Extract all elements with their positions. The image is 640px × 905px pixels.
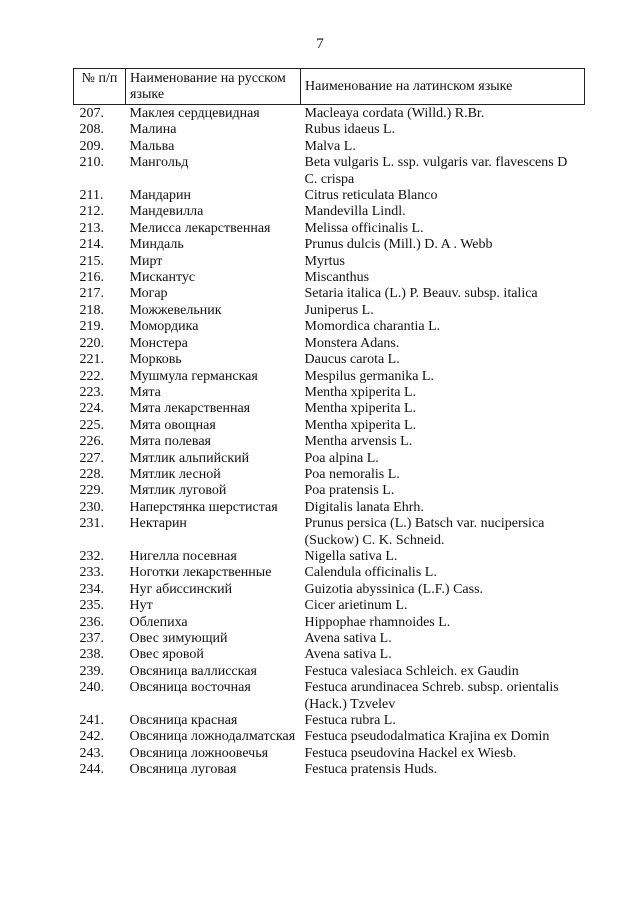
table-row [74, 105, 585, 123]
header-row [74, 69, 585, 105]
table-row [74, 204, 585, 220]
table-row [74, 369, 585, 385]
latin-name: Avena sativa L. [304, 631, 392, 646]
table-row [74, 221, 585, 237]
row-number: 222. [79, 368, 104, 384]
row-number: 214. [79, 237, 104, 253]
russian-name: Овсяница восточная [129, 680, 251, 696]
table-row [74, 254, 585, 270]
latin-name: Mandevilla Lindl. [304, 204, 406, 220]
russian-name: Момордика [129, 319, 199, 335]
latin-name: Poa alpina L. [304, 450, 379, 466]
russian-name: Мятлик лесной [129, 466, 221, 482]
latin-name: Avena sativa L. [304, 647, 392, 663]
russian-name: Мелисса лекарственная [129, 220, 271, 236]
row-number: 231. [79, 516, 104, 532]
row-number: 208. [79, 122, 104, 138]
latin-name: Festuca pseudovina Hackel ex Wiesb. [304, 745, 517, 761]
latin-name: Poa pratensis L. [304, 483, 395, 499]
table-row [74, 615, 585, 631]
table-row [74, 746, 585, 762]
table-row [74, 270, 585, 286]
russian-name: Овсяница луговая [129, 762, 237, 778]
row-number: 241. [79, 713, 104, 729]
row-number: 230. [79, 499, 104, 515]
table-row [74, 647, 585, 663]
russian-name: Мятлик луговой [129, 483, 227, 499]
table-row [74, 286, 585, 302]
row-number: 225. [79, 417, 104, 433]
row-number: 235. [79, 598, 104, 614]
row-number: 228. [79, 466, 104, 482]
russian-name: Мангольд [129, 155, 189, 171]
russian-name: Овсяница красная [129, 713, 238, 729]
latin-name: Festuca pseudodalmatica Krajina ex Domin [304, 729, 550, 745]
latin-name: Festuca pratensis Huds. [304, 762, 438, 778]
russian-name: Наперстянка шерстистая [129, 499, 278, 515]
table-row [74, 139, 585, 155]
russian-name: Мирт [129, 253, 163, 269]
latin-name: Hippophae rhamnoides L. [304, 614, 451, 630]
russian-name: Мята [129, 384, 161, 400]
row-number: 227. [79, 450, 104, 466]
row-number: 221. [79, 352, 104, 368]
russian-name: Нектарин [129, 516, 187, 532]
row-number: 238. [79, 647, 104, 663]
latin-name: Festuca arundinacea Schreb. subsp. orientalis (Hack.) Tzvelev [304, 680, 559, 712]
latin-name: Digitalis lanata Ehrh. [304, 499, 424, 515]
table-row [74, 598, 585, 614]
row-number: 239. [79, 663, 104, 679]
russian-name: Мята полевая [129, 434, 211, 450]
table-row [74, 336, 585, 352]
table-row [74, 631, 585, 647]
table-body [74, 105, 585, 779]
russian-name: Овсяница ложнодалматская [129, 729, 296, 745]
latin-name: Daucus carota L. [304, 352, 400, 368]
russian-name: Мандевилла [129, 204, 204, 220]
table-row [74, 451, 585, 467]
latin-name: Guizotia abyssinica (L.F.) Cass. [304, 581, 484, 597]
table-row [74, 188, 585, 204]
table-row [74, 664, 585, 680]
page-number: 7 [316, 36, 324, 52]
russian-name: Овсяница ложноовечья [129, 745, 269, 761]
latin-name: Citrus reticulata Blanco [304, 188, 438, 204]
row-number: 224. [79, 401, 104, 417]
latin-name: Festuca valesiaca Schleich. ex Gaudin [304, 663, 519, 679]
row-number: 216. [79, 270, 104, 286]
row-number: 232. [79, 548, 104, 564]
russian-name: Мята овощная [129, 417, 216, 433]
latin-name: Mentha xpiperita L. [304, 401, 417, 417]
latin-name: Miscanthus [304, 270, 370, 286]
latin-name: Cicer arietinum L. [304, 598, 408, 614]
row-number: 242. [79, 729, 104, 745]
row-number: 237. [79, 631, 104, 646]
row-number: 240. [79, 680, 104, 696]
latin-name: Prunus dulcis (Mill.) D. A . Webb [304, 237, 493, 253]
row-number: 210. [79, 155, 104, 171]
table-row [74, 467, 585, 483]
row-number: 211. [79, 188, 104, 204]
table-row [74, 155, 585, 188]
row-number: 236. [79, 614, 104, 630]
russian-name: Овес яровой [129, 647, 204, 663]
row-number: 233. [79, 565, 104, 581]
plant-names-table [73, 68, 585, 779]
row-number: 207. [79, 106, 104, 121]
header-russian-name: Наименование на русском языке [126, 69, 301, 105]
table-row [74, 418, 585, 434]
russian-name: Нут [129, 598, 153, 614]
latin-name: Beta vulgaris L. ssp. vulgaris var. flavescens D C. crispa [304, 155, 568, 187]
russian-name: Мушмула германская [129, 368, 258, 384]
russian-name: Мискантус [129, 270, 196, 286]
latin-name: Mentha xpiperita L. [304, 384, 417, 400]
table-row [74, 729, 585, 745]
latin-name: Momordica charantia L. [304, 319, 441, 335]
header-number: № п/п [74, 69, 126, 105]
latin-name: Myrtus [304, 253, 345, 269]
table-row [74, 434, 585, 450]
row-number: 217. [79, 286, 104, 302]
latin-name: Malva L. [304, 138, 356, 154]
table-row [74, 762, 585, 778]
russian-name: Миндаль [129, 237, 184, 253]
russian-name: Можжевельник [129, 302, 222, 318]
row-number: 220. [79, 335, 104, 351]
row-number: 219. [79, 319, 104, 335]
russian-name: Ноготки лекарственные [129, 565, 272, 581]
row-number: 229. [79, 483, 104, 499]
latin-name: Mespilus germanika L. [304, 368, 434, 384]
table-row [74, 713, 585, 729]
russian-name: Нигелла посевная [129, 548, 237, 564]
latin-name: Mentha xpiperita L. [304, 417, 417, 433]
table-row [74, 565, 585, 581]
latin-name: Festuca rubra L. [304, 713, 396, 729]
table-row [74, 319, 585, 335]
table-header [74, 69, 585, 105]
latin-name: Macleaya cordata (Willd.) R.Br. [304, 106, 485, 121]
row-number: 212. [79, 204, 104, 220]
russian-name: Мандарин [129, 188, 191, 204]
table-row [74, 500, 585, 516]
table-row [74, 303, 585, 319]
table-row [74, 385, 585, 401]
table-row [74, 549, 585, 565]
russian-name: Маклея сердцевидная [129, 106, 260, 121]
latin-name: Poa nemoralis L. [304, 466, 400, 482]
latin-name: Prunus persica (L.) Batsch var. nucipersica (Suckow) C. K. Schneid. [304, 516, 545, 548]
row-number: 226. [79, 434, 104, 450]
row-number: 234. [79, 581, 104, 597]
latin-name: Nigella sativa L. [304, 548, 398, 564]
russian-name: Облепиха [129, 614, 188, 630]
row-number: 223. [79, 384, 104, 400]
row-number: 215. [79, 253, 104, 269]
latin-name: Melissa officinalis L. [304, 220, 424, 236]
latin-name: Calendula officinalis L. [304, 565, 437, 581]
russian-name: Малина [129, 122, 177, 138]
table-row [74, 122, 585, 138]
row-number: 243. [79, 745, 104, 761]
row-number: 244. [79, 762, 104, 778]
row-number: 209. [79, 138, 104, 154]
russian-name: Мятлик альпийский [129, 450, 250, 466]
table-row [74, 401, 585, 417]
latin-name: Setaria italica (L.) P. Beauv. subsp. italica [304, 286, 538, 302]
latin-name: Monstera Adans. [304, 335, 400, 351]
russian-name: Овес зимующий [129, 631, 228, 646]
header-latin-name: Наименование на латинском языке [301, 69, 585, 105]
russian-name: Овсяница валлисская [129, 663, 257, 679]
table-row [74, 582, 585, 598]
latin-name: Juniperus L. [304, 302, 374, 318]
table-row [74, 237, 585, 253]
latin-name: Mentha arvensis L. [304, 434, 413, 450]
russian-name: Могар [129, 286, 168, 302]
russian-name: Морковь [129, 352, 182, 368]
table-row [74, 516, 585, 549]
russian-name: Мальва [129, 138, 175, 154]
table-row [74, 483, 585, 499]
russian-name: Монстера [129, 335, 188, 351]
latin-name: Rubus idaeus L. [304, 122, 396, 138]
row-number: 213. [79, 220, 104, 236]
table-row [74, 352, 585, 368]
table-row [74, 680, 585, 713]
russian-name: Мята лекарственная [129, 401, 251, 417]
russian-name: Нуг абиссинский [129, 581, 233, 597]
row-number: 218. [79, 302, 104, 318]
